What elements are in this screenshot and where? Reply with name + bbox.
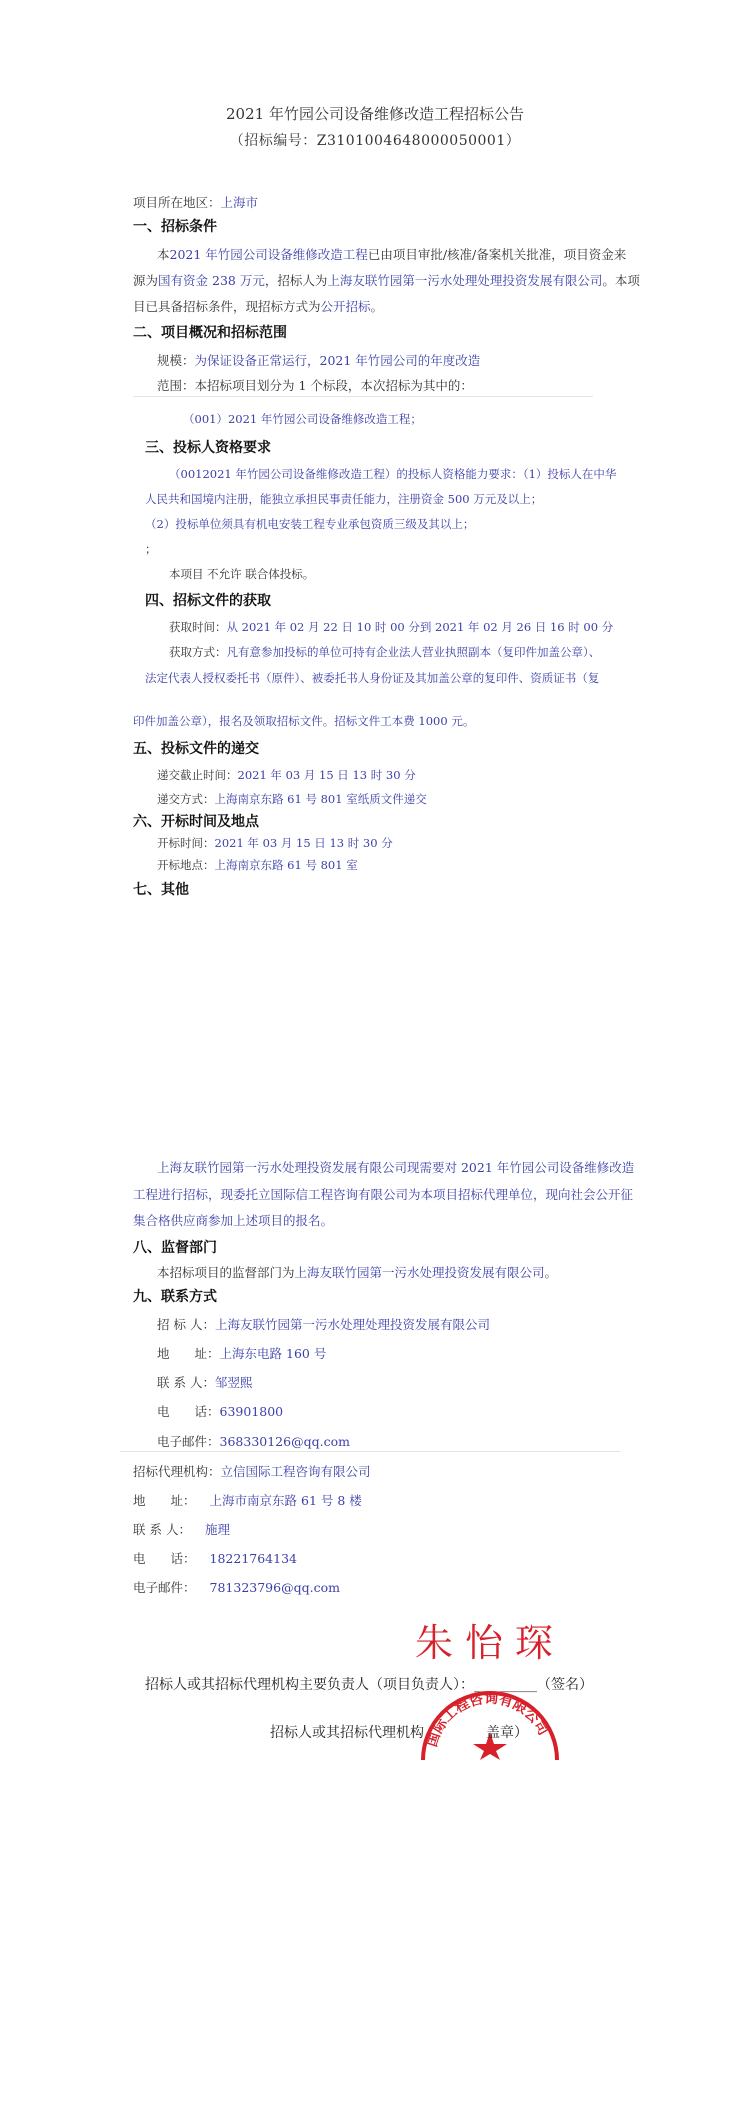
page-title: 2021 年竹园公司设备维修改造工程招标公告: [226, 105, 524, 123]
section-6-heading: 六、开标时间及地点: [133, 814, 259, 830]
qual-line-5: 本项目 不允许 联合体投标。: [169, 567, 315, 581]
location-value: 上海市: [220, 195, 259, 210]
funding-value: 国有资金 238 万元: [158, 273, 265, 288]
tenderer-value: 上海友联竹园第一污水处理处理投资发展有限公司: [214, 1317, 490, 1332]
location-label: 项目所在地区：: [133, 195, 221, 210]
agency-name-label: 招标代理机构：: [133, 1464, 221, 1479]
supervisor-name: 上海友联竹园第一污水处理投资发展有限公司: [294, 1265, 545, 1280]
obtain-way-value: 凡有意参加投标的单位可持有企业法人营业执照副本（复印件加盖公章）、: [226, 645, 601, 659]
agency-name-value: 立信国际工程咨询有限公司: [220, 1464, 371, 1479]
section-4-heading: 四、招标文件的获取: [145, 593, 271, 609]
agency-phone: [133, 1549, 297, 1567]
deadline-label: 递交截止时间：: [157, 768, 238, 782]
divider: [120, 1451, 620, 1452]
text: 本招标项目的监督部门为: [157, 1265, 295, 1280]
section-1-line-2: [133, 271, 640, 289]
text: 目已具备招标条件，现招标方式为: [133, 299, 321, 314]
other-line-2: 工程进行招标，现委托立国际信工程咨询有限公司为本项目招标代理单位，现向社会公开征: [133, 1187, 634, 1202]
project-name: 2021 年竹园公司设备维修改造工程: [169, 247, 368, 262]
section-7-heading: 七、其他: [133, 882, 189, 898]
phone-label: 电 话：: [157, 1404, 220, 1419]
agency-phone-label: 电 话：: [133, 1551, 196, 1566]
qual-line-3: （2）投标单位须具有机电安装工程专业承包资质三级及其以上；: [145, 517, 475, 531]
open-place-line: [157, 857, 358, 873]
scale-value: 为保证设备正常运行，2021 年竹园公司的年度改造: [194, 353, 481, 368]
contact-label: 联 系 人：: [157, 1375, 215, 1390]
section-9-heading: 九、联系方式: [133, 1289, 217, 1305]
seal-line: [270, 1722, 528, 1742]
submit-way-label: 递交方式：: [157, 792, 215, 806]
agency-address: [133, 1491, 362, 1509]
section-1-line-1: [157, 245, 626, 263]
agency-address-label: 地 址：: [133, 1493, 196, 1508]
open-time-label: 开标时间：: [157, 836, 215, 850]
agency-email: [133, 1578, 340, 1596]
obtain-line-3: 印件加盖公章），报名及领取招标文件。招标文件工本费 1000 元。: [133, 714, 475, 728]
seal-text: 国际工程咨询有限公司: [424, 1690, 552, 1749]
text: 源为: [133, 273, 159, 288]
other-line-3: 集合格供应商参加上述项目的报名。: [133, 1213, 334, 1228]
agency-contact-value: 施理: [204, 1522, 230, 1537]
section-8-heading: 八、监督部门: [133, 1240, 217, 1256]
contact-value: 邹翌熙: [214, 1375, 253, 1390]
open-time-line: [157, 835, 393, 851]
obtain-way-line: [169, 644, 600, 660]
location-line: [133, 193, 258, 211]
section-1-heading: 一、招标条件: [133, 219, 217, 235]
scale-label: 规模：: [157, 353, 195, 368]
deadline-value: 2021 年 03 月 15 日 13 时 30 分: [237, 768, 416, 782]
text: 。: [370, 299, 384, 314]
seal-line-end: 盖章）: [486, 1725, 528, 1741]
section-5-heading: 五、投标文件的递交: [133, 741, 259, 757]
submit-way-value: 上海南京东路 61 号 801 室纸质文件递交: [214, 792, 427, 806]
section-3-heading: 三、投标人资格要求: [145, 440, 271, 456]
agency-address-value: 上海市南京东路 61 号 8 楼: [209, 1493, 362, 1508]
contact-tenderer: [157, 1315, 490, 1333]
text: 本: [157, 247, 170, 262]
agency-phone-value: 18221764134: [209, 1551, 297, 1566]
qual-line-1: （0012021 年竹园公司设备维修改造工程）的投标人资格能力要求：（1）投标人在中华: [169, 467, 617, 481]
text: 已由项目审批/核准/备案机关批准，项目资金来: [367, 247, 627, 262]
agency-contact: [133, 1520, 230, 1538]
open-place-value: 上海南京东路 61 号 801 室: [214, 858, 358, 872]
open-time-value: 2021 年 03 月 15 日 13 时 30 分: [214, 836, 393, 850]
text: 。本项: [602, 273, 640, 288]
obtain-time-line: [169, 619, 613, 635]
address-value: 上海东电路 160 号: [219, 1346, 327, 1361]
handwritten-signature: 朱怡琛: [415, 1621, 566, 1665]
phone-value: 63901800: [219, 1404, 284, 1419]
address-label: 地 址：: [157, 1346, 220, 1361]
qual-line-2: 人民共和国境内注册，能独立承担民事责任能力，注册资金 500 万元及以上；: [145, 492, 543, 506]
contact-person: [157, 1373, 252, 1391]
contact-phone: [157, 1402, 283, 1420]
agency-name: [133, 1462, 371, 1480]
email-link[interactable]: 368330126@qq.com: [219, 1434, 350, 1449]
agency-email-link[interactable]: 781323796@qq.com: [209, 1580, 340, 1595]
agency-contact-label: 联 系 人：: [133, 1522, 191, 1537]
scale-line: [157, 351, 480, 369]
tenderer-label: 招 标 人：: [157, 1317, 215, 1332]
tender-method: 公开招标: [320, 299, 371, 314]
supervisor-line: [157, 1263, 557, 1281]
open-place-label: 开标地点：: [157, 858, 215, 872]
contact-address: [157, 1344, 326, 1362]
tender-code: （招标编号：Z3101004648000050001）: [229, 133, 521, 149]
text: ，招标人为: [264, 273, 328, 288]
agency-email-label: 电子邮件：: [133, 1580, 196, 1595]
section-2-heading: 二、项目概况和招标范围: [133, 325, 287, 341]
divider: [133, 396, 593, 397]
qual-line-4: ；: [145, 542, 157, 556]
obtain-way-label: 获取方式：: [169, 645, 227, 659]
text: 。: [544, 1265, 558, 1280]
section-1-line-3: [133, 297, 383, 315]
contact-email: [157, 1432, 350, 1450]
submit-way-line: [157, 791, 427, 807]
scope-line: 范围：本招标项目划分为 1 个标段，本次招标为其中的：: [157, 378, 473, 393]
tenderer-name: 上海友联竹园第一污水处理处理投资发展有限公司: [327, 273, 603, 288]
lot-line: （001）2021 年竹园公司设备维修改造工程；: [183, 412, 422, 426]
signature-line: 招标人或其招标代理机构主要负责人（项目负责人）：_________（签名）: [145, 1677, 593, 1693]
email-label: 电子邮件：: [157, 1434, 220, 1449]
obtain-time-value: 从 2021 年 02 月 22 日 10 时 00 分到 2021 年 02 月 26 日 16 时 00 分: [226, 620, 614, 634]
seal-line-text: 招标人或其招标代理机构: [270, 1725, 424, 1741]
deadline-line: [157, 767, 416, 783]
obtain-line-2: 法定代表人授权委托书（原件）、被委托书人身份证及其加盖公章的复印件、资质证书（复: [145, 671, 600, 685]
other-line-1: 上海友联竹园第一污水处理投资发展有限公司现需要对 2021 年竹园公司设备维修改造: [157, 1160, 635, 1175]
obtain-time-label: 获取时间：: [169, 620, 227, 634]
